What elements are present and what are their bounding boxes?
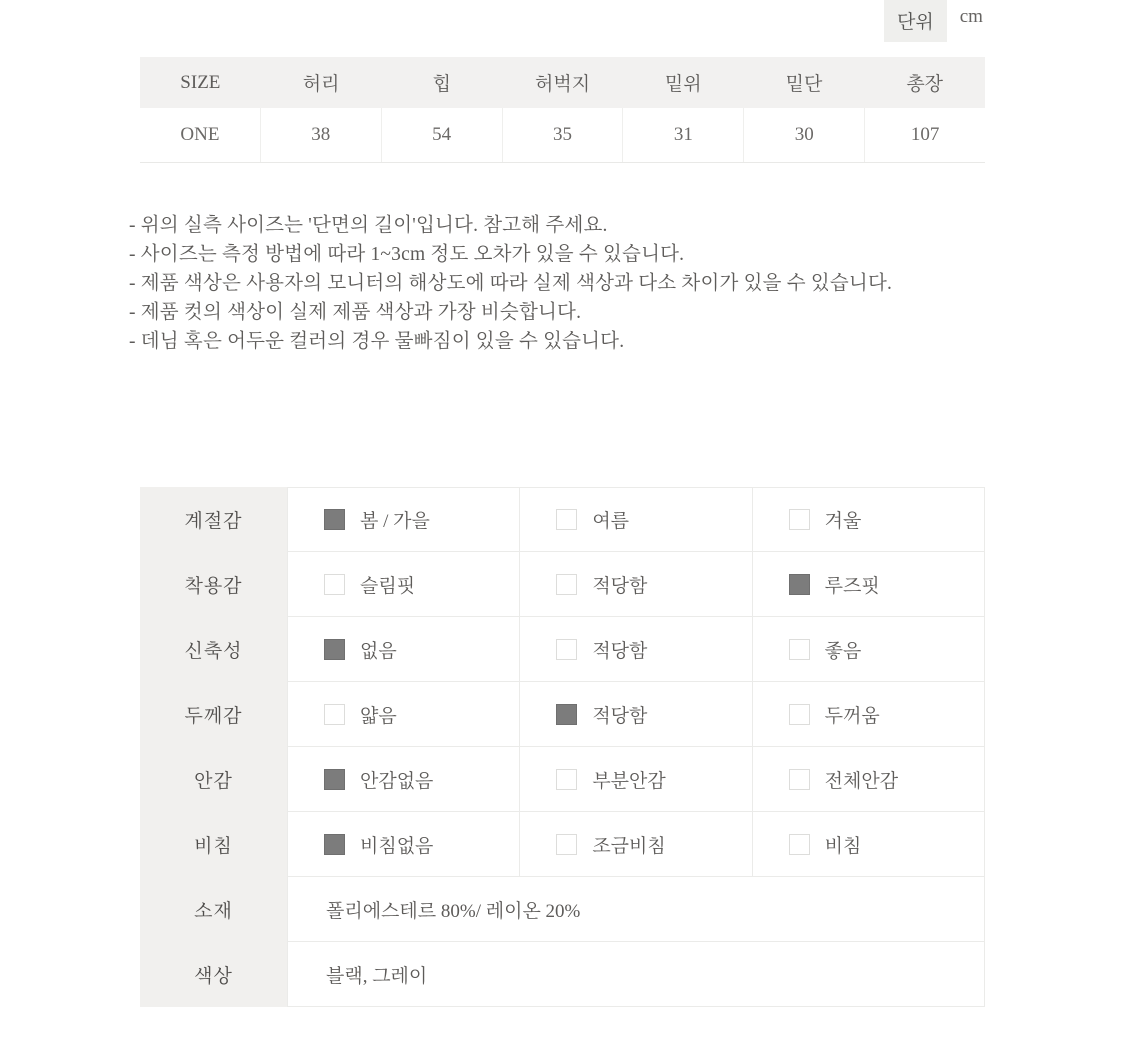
attribute-label: 계절감 xyxy=(140,487,287,552)
size-column-header: 밑위 xyxy=(664,74,702,95)
attribute-option xyxy=(752,487,985,552)
attribute-options xyxy=(287,747,985,812)
attribute-option xyxy=(519,682,751,747)
size-value-cell: 54 xyxy=(382,108,503,162)
attribute-option xyxy=(519,487,751,552)
checkbox-unchecked-icon xyxy=(789,509,810,530)
attribute-options xyxy=(287,617,985,682)
attribute-option-label: 루즈핏 xyxy=(824,575,880,597)
size-value-cell: 107 xyxy=(910,124,940,145)
attribute-label: 착용감 xyxy=(140,552,287,617)
attribute-label: 소재 xyxy=(140,877,287,942)
size-column-header: 힙 xyxy=(432,74,451,95)
attribute-option xyxy=(752,747,985,812)
size-column-header: 밑단 xyxy=(785,74,823,95)
size-column-header: 총장 xyxy=(906,74,944,95)
attribute-option xyxy=(519,552,751,617)
attribute-option-label: 비침 xyxy=(824,835,862,857)
attribute-option-label: 없음 xyxy=(360,640,397,662)
checkbox-unchecked-icon xyxy=(789,834,810,855)
size-value-cell: 35 xyxy=(503,108,624,162)
attribute-option xyxy=(752,617,985,682)
checkbox-checked-icon xyxy=(324,639,345,660)
attribute-options xyxy=(287,487,985,552)
attribute-option xyxy=(519,812,751,877)
attribute-label: 안감 xyxy=(140,747,287,812)
checkbox-unchecked-icon xyxy=(324,704,345,725)
checkbox-checked-icon xyxy=(556,704,577,725)
unit-indicator xyxy=(884,0,983,42)
attribute-label: 색상 xyxy=(140,942,287,1007)
attribute-option xyxy=(752,812,985,877)
size-column-header: 허벅지 xyxy=(534,74,591,95)
checkbox-unchecked-icon xyxy=(556,834,577,855)
attribute-option xyxy=(752,552,985,617)
attribute-option-label: 겨울 xyxy=(824,511,862,532)
measurement-notes xyxy=(129,211,1125,356)
size-value-cell: 30 xyxy=(744,108,865,162)
note-line: - 위의 실측 사이즈는 '단면의 길이'입니다. 참고해 주세요. xyxy=(129,215,608,236)
attribute-row xyxy=(140,552,985,617)
attribute-label: 신축성 xyxy=(140,617,287,682)
checkbox-unchecked-icon xyxy=(789,704,810,725)
note-line: - 사이즈는 측정 방법에 따라 1~3cm 정도 오차가 있을 수 있습니다. xyxy=(129,244,685,265)
unit-label: 단위 xyxy=(884,0,947,42)
attribute-option-label: 적당함 xyxy=(592,640,648,662)
attribute-option xyxy=(287,812,519,877)
attribute-row xyxy=(140,812,985,877)
attribute-row xyxy=(140,487,985,552)
attribute-option xyxy=(519,617,751,682)
checkbox-unchecked-icon xyxy=(556,574,577,595)
checkbox-unchecked-icon xyxy=(556,769,577,790)
size-table-data-row xyxy=(140,108,985,163)
attribute-row xyxy=(140,747,985,812)
checkbox-unchecked-icon xyxy=(556,639,577,660)
attribute-option-label: 두꺼움 xyxy=(824,705,880,727)
attribute-option-label: 적당함 xyxy=(592,575,648,597)
size-column-header: 허리 xyxy=(302,74,340,95)
attribute-label: 두께감 xyxy=(140,682,287,747)
attribute-option-label: 좋음 xyxy=(824,640,862,662)
attribute-value: 블랙, 그레이 xyxy=(287,942,985,1007)
unit-value: cm xyxy=(959,6,983,27)
attribute-option-label: 여름 xyxy=(592,511,630,532)
attribute-option xyxy=(519,747,751,812)
attribute-option-label: 봄 / 가을 xyxy=(360,511,430,532)
note-line: - 제품 컷의 색상이 실제 제품 색상과 가장 비슷합니다. xyxy=(129,302,582,323)
attribute-table xyxy=(140,487,985,1007)
size-value-cell: ONE xyxy=(140,108,261,162)
attribute-value: 폴리에스테르 80%/ 레이온 20% xyxy=(287,877,985,942)
attribute-option-label: 전체안감 xyxy=(824,770,899,792)
attribute-option-label: 조금비침 xyxy=(592,835,666,857)
size-table xyxy=(140,57,985,163)
note-line: - 제품 색상은 사용자의 모니터의 해상도에 따라 실제 색상과 다소 차이가 있을 수 있습니다. xyxy=(129,273,893,294)
checkbox-checked-icon xyxy=(324,509,345,530)
attribute-row xyxy=(140,682,985,747)
attribute-options xyxy=(287,812,985,877)
attribute-options xyxy=(287,552,985,617)
size-value-cell: 38 xyxy=(261,108,382,162)
attribute-options xyxy=(287,682,985,747)
attribute-option xyxy=(287,487,519,552)
checkbox-unchecked-icon xyxy=(789,769,810,790)
size-value-cell: 31 xyxy=(623,108,744,162)
checkbox-checked-icon xyxy=(324,834,345,855)
checkbox-checked-icon xyxy=(789,574,810,595)
attribute-option xyxy=(752,682,985,747)
attribute-option xyxy=(287,682,519,747)
attribute-row xyxy=(140,942,985,1007)
note-line: - 데님 혹은 어두운 컬러의 경우 물빠짐이 있을 수 있습니다. xyxy=(129,331,625,352)
checkbox-unchecked-icon xyxy=(556,509,577,530)
checkbox-unchecked-icon xyxy=(789,639,810,660)
attribute-row xyxy=(140,877,985,942)
attribute-option-label: 안감없음 xyxy=(360,770,434,792)
attribute-option-label: 슬림핏 xyxy=(360,575,416,597)
attribute-row xyxy=(140,617,985,682)
attribute-option-label: 적당함 xyxy=(592,705,648,727)
checkbox-unchecked-icon xyxy=(324,574,345,595)
checkbox-checked-icon xyxy=(324,769,345,790)
size-table-header-row xyxy=(140,57,985,108)
attribute-option xyxy=(287,617,519,682)
attribute-option xyxy=(287,552,519,617)
size-column-header: SIZE xyxy=(180,71,221,93)
attribute-option-label: 얇음 xyxy=(360,705,397,727)
attribute-option-label: 부분안감 xyxy=(592,770,666,792)
attribute-label: 비침 xyxy=(140,812,287,877)
attribute-option-label: 비침없음 xyxy=(360,835,434,857)
attribute-option xyxy=(287,747,519,812)
